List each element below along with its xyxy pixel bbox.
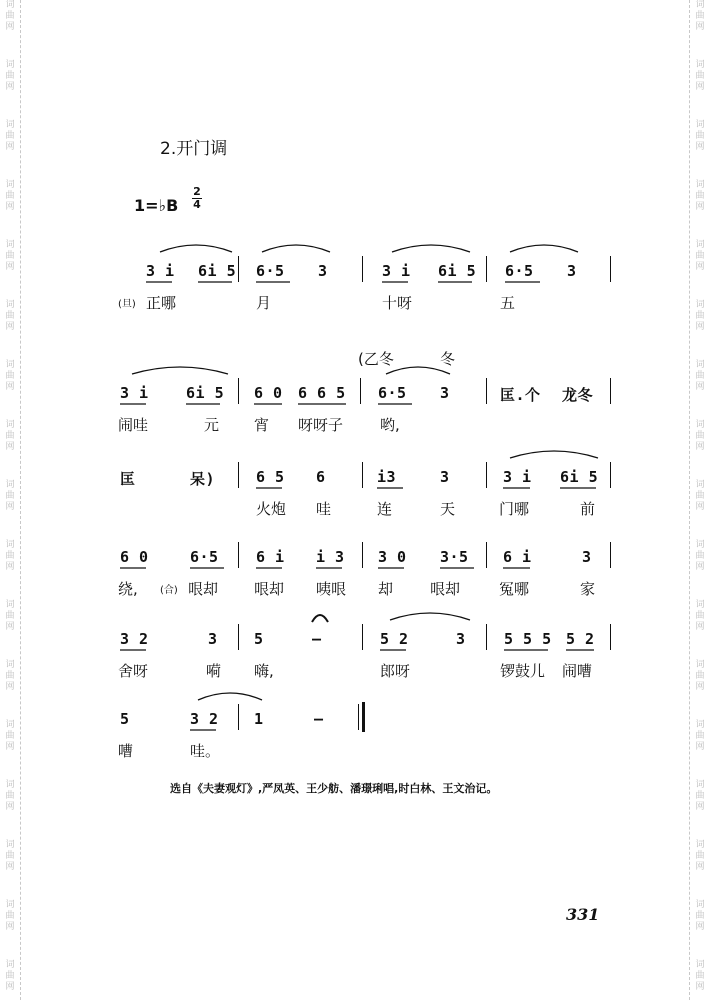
watermark-text: 词 曲 网 [695, 300, 705, 332]
note-group: i3 [377, 468, 397, 486]
watermark-text: 词 曲 网 [695, 420, 705, 452]
lyric-text: 锣鼓儿 [500, 662, 546, 680]
lyric-text: 嗬 [206, 662, 222, 680]
note-group: 5 [254, 630, 264, 648]
note-group: 1 [254, 710, 264, 728]
watermark-text: 词 曲 网 [695, 240, 705, 272]
lyric-text: 家 [580, 580, 596, 598]
watermark-text: 词 曲 网 [695, 660, 705, 692]
watermark-text: 词 曲 网 [5, 0, 15, 32]
lyric-text: 郎呀 [380, 662, 411, 680]
watermark-text: 词 曲 网 [5, 840, 15, 872]
watermark-text: 词 曲 网 [695, 600, 705, 632]
watermark-text: 词 曲 网 [695, 540, 705, 572]
lyric-text: 闹哇 [118, 416, 149, 434]
note-group: 5 2 [566, 630, 595, 648]
watermark-text: 词 曲 网 [5, 420, 15, 452]
note-group: 5 5 5 [504, 630, 552, 648]
watermark-text: 词 曲 网 [5, 180, 15, 212]
watermark-text: 词 曲 网 [695, 480, 705, 512]
key-signature: 1=♭B [134, 196, 179, 215]
note-group: i 3 [316, 548, 345, 566]
note-group: 3 2 [190, 710, 219, 728]
watermark-text: 词 曲 网 [695, 780, 705, 812]
lyric-text: 五 [500, 294, 516, 312]
watermark-text: 词 曲 网 [5, 900, 15, 932]
watermark-text: 词 曲 网 [695, 180, 705, 212]
note-group: 3 [318, 262, 328, 280]
note-group: 3 i [382, 262, 411, 280]
note-group: 6 0 [254, 384, 283, 402]
lyric-text: 却 [378, 580, 394, 598]
note-group: 6·5 [378, 384, 407, 402]
lyric-text: 哏却 [430, 580, 461, 598]
watermark-text: 词 曲 网 [695, 840, 705, 872]
note-group: 3 [456, 630, 466, 648]
note-group: 6 i [503, 548, 532, 566]
slur-mark [198, 693, 262, 700]
slur-mark [386, 367, 450, 374]
watermark-text: 词 曲 网 [5, 960, 15, 992]
watermark-text: 词 曲 网 [5, 240, 15, 272]
note-group: 匡.个 [500, 386, 541, 404]
note-group: 3 [440, 468, 450, 486]
lyric-text: 门哪 [499, 500, 530, 518]
slur-mark [262, 245, 330, 252]
slur-mark [510, 451, 598, 458]
note-group: — [312, 630, 322, 648]
note-group: 6i 5 [438, 262, 477, 280]
slur-mark [132, 367, 228, 374]
watermark-text: 词 曲 网 [695, 960, 705, 992]
note-group: 龙冬 [562, 386, 594, 404]
lyric-text: (旦) [118, 299, 136, 310]
watermark-text: 词 曲 网 [5, 540, 15, 572]
watermark-text: 词 曲 网 [695, 360, 705, 392]
lyric-text: 嗨, [254, 662, 274, 680]
lyric-text: 宵 [254, 416, 270, 434]
watermark-text: 词 曲 网 [5, 120, 15, 152]
note-group: 3 [582, 548, 592, 566]
watermark-text: 词 曲 网 [5, 780, 15, 812]
lyric-text: 呀呀子 [298, 416, 344, 434]
lyric-text: 天 [440, 500, 456, 518]
watermark-text: 词 曲 网 [5, 360, 15, 392]
lyric-text: 嘈 [118, 742, 134, 760]
note-group: 6i 5 [198, 262, 237, 280]
watermark-text: 词 曲 网 [5, 480, 15, 512]
percussion-cue: (乙冬 [358, 350, 394, 368]
slur-mark [510, 245, 578, 252]
note-group: 6i 5 [186, 384, 225, 402]
source-credit: 选自《夫妻观灯》,严凤英、王少舫、潘璟琍唱,时白林、王文治记。 [170, 782, 498, 795]
lyric-text: 正哪 [146, 294, 177, 312]
note-group: 3 i [146, 262, 175, 280]
fermata-mark [312, 615, 328, 622]
watermark-text: 词 曲 网 [5, 660, 15, 692]
watermark-text: 词 曲 网 [5, 60, 15, 92]
lyric-text: 绕, [118, 580, 138, 598]
slur-mark [392, 245, 470, 252]
lyric-text: 哟, [380, 416, 400, 434]
lyric-text: (合) [160, 585, 178, 596]
page-number: 331 [566, 905, 600, 924]
time-signature-top: 2 [193, 185, 201, 198]
lyric-text: 哏却 [188, 580, 219, 598]
note-group: 6 0 [120, 548, 149, 566]
lyric-text: 咦哏 [316, 580, 347, 598]
note-group: 3 [440, 384, 450, 402]
lyric-text: 十呀 [382, 294, 413, 312]
watermark-text: 词 曲 网 [695, 60, 705, 92]
note-group: 6i 5 [560, 468, 599, 486]
slur-mark [160, 245, 232, 252]
note-group: 3 0 [378, 548, 407, 566]
note-group: 6·5 [190, 548, 219, 566]
note-group: 3 2 [120, 630, 149, 648]
lyric-text: 元 [204, 416, 220, 434]
note-group: 6 i [256, 548, 285, 566]
note-group: 匡 [120, 470, 136, 488]
percussion-cue: 冬 [440, 350, 456, 368]
lyric-text: 闹嘈 [562, 662, 593, 680]
lyric-text: 舍呀 [118, 662, 149, 680]
note-group: 6 5 [256, 468, 285, 486]
watermark-text: 词 曲 网 [695, 0, 705, 32]
note-group: 3·5 [440, 548, 469, 566]
note-group: — [314, 710, 324, 728]
note-group: 6·5 [256, 262, 285, 280]
note-group: 6 [316, 468, 326, 486]
watermark-text: 词 曲 网 [5, 600, 15, 632]
watermark-text: 词 曲 网 [5, 300, 15, 332]
note-group: 3 i [120, 384, 149, 402]
lyric-text: 连 [377, 500, 393, 518]
watermark-text: 词 曲 网 [695, 900, 705, 932]
note-group: 呆) [190, 470, 216, 488]
note-group: 5 [120, 710, 130, 728]
slur-mark [390, 613, 470, 620]
time-signature-bottom: 4 [193, 198, 201, 211]
lyric-text: 月 [256, 294, 272, 312]
note-group: 3 i [503, 468, 532, 486]
note-group: 3 [567, 262, 577, 280]
watermark-text: 词 曲 网 [695, 720, 705, 752]
lyric-text: 前 [580, 500, 596, 518]
lyric-text: 冤哪 [499, 580, 530, 598]
lyric-text: 哇。 [190, 742, 221, 760]
lyric-text: 哇 [316, 500, 332, 518]
watermark-text: 词 曲 网 [695, 120, 705, 152]
section-title: 2.开门调 [160, 139, 228, 159]
watermark-text: 词 曲 网 [5, 720, 15, 752]
note-group: 5 2 [380, 630, 409, 648]
note-group: 6 6 5 [298, 384, 346, 402]
note-group: 6·5 [505, 262, 534, 280]
lyric-text: 哏却 [254, 580, 285, 598]
lyric-text: 火炮 [256, 500, 287, 518]
note-group: 3 [208, 630, 218, 648]
